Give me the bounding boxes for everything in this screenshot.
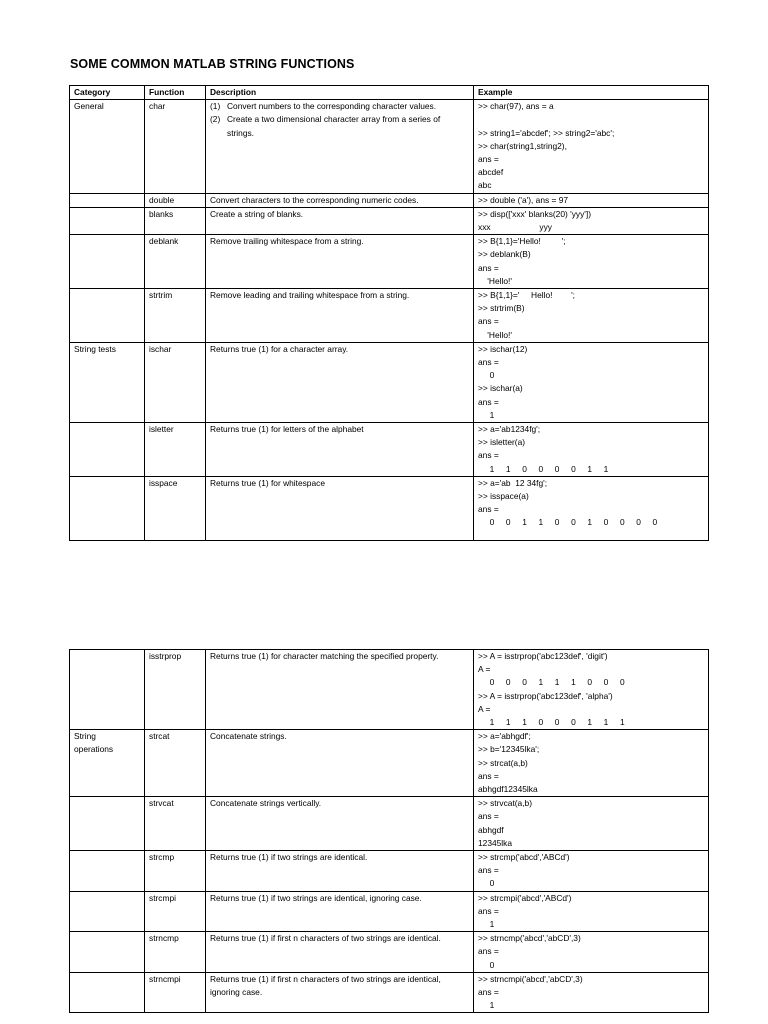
example-cell [474,730,709,797]
function-cell: strcmpi [145,891,206,932]
example-line: 1 [478,409,495,420]
example-cell [474,100,709,193]
example-cell [474,797,709,851]
example-cell [474,207,709,234]
example-line: >> char(string1,string2), [478,140,567,151]
description-item: Create a two dimensional character array from a series of strings. (2) [210,114,441,138]
description-cell: Returns true (1) if two strings are identical, ignoring case. [206,891,474,932]
example-line: 1 [478,1000,495,1011]
category-cell [70,797,145,851]
example-cell [474,972,709,1013]
example-line: abhgdf12345lka [478,784,538,795]
table-row [70,235,709,289]
example-line: >> ischar(12) [478,343,528,354]
table-row [70,289,709,343]
example-line: abc [478,180,492,191]
description-cell: Returns true (1) for a character array. [206,342,474,422]
description-item: Convert numbers to the corresponding character values. (1) [210,101,437,112]
description-cell [206,100,474,193]
description-cell: Returns true (1) for letters of the alphabet [206,423,474,477]
table-row [70,891,709,932]
table-row [70,100,709,193]
example-line: ans = [478,770,499,781]
example-line: ans = [478,811,499,822]
example-cell [474,289,709,343]
table-row [70,193,709,207]
function-cell: isstrprop [145,650,206,730]
example-line: ans = [478,396,499,407]
example-cell [474,932,709,973]
category-cell [70,476,145,540]
table-row [70,972,709,1013]
example-line: >> a='ab1234fg'; [478,424,541,435]
category-cell [70,650,145,730]
example-line: >> disp(['xxx' blanks(20) 'yyy']) [478,208,591,219]
example-line: A = [478,703,491,714]
example-line: 1 1 0 0 0 0 1 1 [478,463,609,474]
example-line: abcdef [478,167,504,178]
function-cell: isletter [145,423,206,477]
function-cell: strcmp [145,851,206,892]
header-description: Description [206,86,474,100]
example-cell [474,235,709,289]
example-line: 0 [478,959,495,970]
example-line: >> strncmpi('abcd','abCD',3) [478,973,583,984]
example-line: A = [478,664,491,675]
example-cell [474,891,709,932]
category-cell [70,891,145,932]
example-line: ans = [478,316,499,327]
example-line: >> A = isstrprop('abc123def', 'digit') [478,651,608,661]
example-line: ans = [478,865,499,876]
function-cell: strncmp [145,932,206,973]
header-function: Function [145,86,206,100]
function-cell: blanks [145,207,206,234]
functions-table-1 [69,85,709,541]
table-row [70,207,709,234]
example-cell [474,851,709,892]
example-line: 0 [478,878,495,889]
example-line: ans = [478,357,499,368]
example-line: >> strtrim(B) [478,303,525,314]
table-row [70,342,709,422]
example-line: >> B{1,1}='Hello! '; [478,236,566,247]
description-cell: Convert characters to the corresponding numeric codes. [206,193,474,207]
example-line: >> deblank(B) [478,249,531,260]
description-cell: Returns true (1) for character matching the specified property. [206,650,474,730]
example-line: 0 0 1 1 0 0 1 0 0 0 0 [478,517,658,528]
example-line: ans = [478,987,499,998]
functions-table-2 [69,649,709,1013]
example-line: >> isspace(a) [478,491,529,502]
description-cell: Returns true (1) for whitespace [206,476,474,540]
table-row [70,851,709,892]
function-cell: ischar [145,342,206,422]
example-line: >> strvcat(a,b) [478,798,532,809]
example-line: >> isletter(a) [478,437,526,448]
example-cell [474,476,709,540]
category-cell [70,289,145,343]
example-line: ans = [478,154,499,164]
table-row [70,797,709,851]
function-cell: isspace [145,476,206,540]
function-cell: strvcat [145,797,206,851]
example-cell [474,650,709,730]
function-cell: strncmpi [145,972,206,1013]
example-line: ans = [478,905,499,916]
example-line: 1 [478,919,495,930]
table-row [70,730,709,797]
page-title: SOME COMMON MATLAB STRING FUNCTIONS [70,57,355,71]
header-row [70,86,709,100]
example-line: >> a='ab 12 34fg'; [478,477,548,488]
description-cell: Concatenate strings vertically. [206,797,474,851]
example-line: 'Hello!' [478,275,512,286]
example-line: 0 0 0 1 1 1 0 0 0 [478,677,625,688]
description-cell: Remove leading and trailing whitespace from a string. [206,289,474,343]
example-cell [474,193,709,207]
category-cell [70,972,145,1013]
function-cell: strtrim [145,289,206,343]
example-line: ans = [478,450,499,461]
example-line: ans = [478,946,499,957]
table-row [70,932,709,973]
example-line: ans = [478,504,499,515]
description-cell: Returns true (1) if first n characters of two strings are identical, ignoring case. [206,972,474,1013]
description-cell: Create a string of blanks. [206,207,474,234]
example-line: >> char(97), ans = a [478,101,554,112]
example-line: ans = [478,262,499,273]
category-cell [70,207,145,234]
table-row [70,650,709,730]
header-category: Category [70,86,145,100]
category-cell [70,851,145,892]
example-line: >> double ('a'), ans = 97 [478,194,569,205]
function-cell: char [145,100,206,193]
example-cell [474,423,709,477]
table-row [70,476,709,540]
category-cell [70,423,145,477]
example-line: 0 [478,370,495,381]
category-cell: String tests [70,342,145,422]
example-line: >> strcmpi('abcd','ABCd') [478,892,572,903]
example-line: >> strncmp('abcd','abCD',3) [478,933,581,944]
table-row [70,423,709,477]
example-line: >> A = isstrprop('abc123def', 'alpha') [478,690,613,701]
function-cell: deblank [145,235,206,289]
example-line: >> b='12345lka'; [478,744,540,755]
example-line: >> ischar(a) [478,383,523,394]
example-line: >> B{1,1}=' Hello! '; [478,290,576,301]
example-line: abhgdf [478,824,504,835]
category-cell: String operations [70,730,145,797]
example-line: xxx yyy [478,222,552,233]
category-cell: General [70,100,145,193]
example-line: >> strcmp('abcd','ABCd') [478,852,570,863]
header-example: Example [474,86,709,100]
example-line: >> a='abhgdf'; [478,731,531,742]
example-cell [474,342,709,422]
description-cell: Returns true (1) if first n characters of two strings are identical. [206,932,474,973]
description-cell: Returns true (1) if two strings are identical. [206,851,474,892]
example-line: >> string1='abcdef'; >> string2='abc'; [478,127,615,138]
example-line: 1 1 1 0 0 0 1 1 1 [478,717,625,728]
category-cell [70,235,145,289]
category-cell [70,193,145,207]
example-line: >> strcat(a,b) [478,757,528,768]
example-line: 'Hello!' [478,329,512,340]
function-cell: strcat [145,730,206,797]
description-cell: Concatenate strings. [206,730,474,797]
example-line: 12345lka [478,837,512,848]
category-cell [70,932,145,973]
function-cell: double [145,193,206,207]
description-cell: Remove trailing whitespace from a string. [206,235,474,289]
example-line [478,113,708,126]
